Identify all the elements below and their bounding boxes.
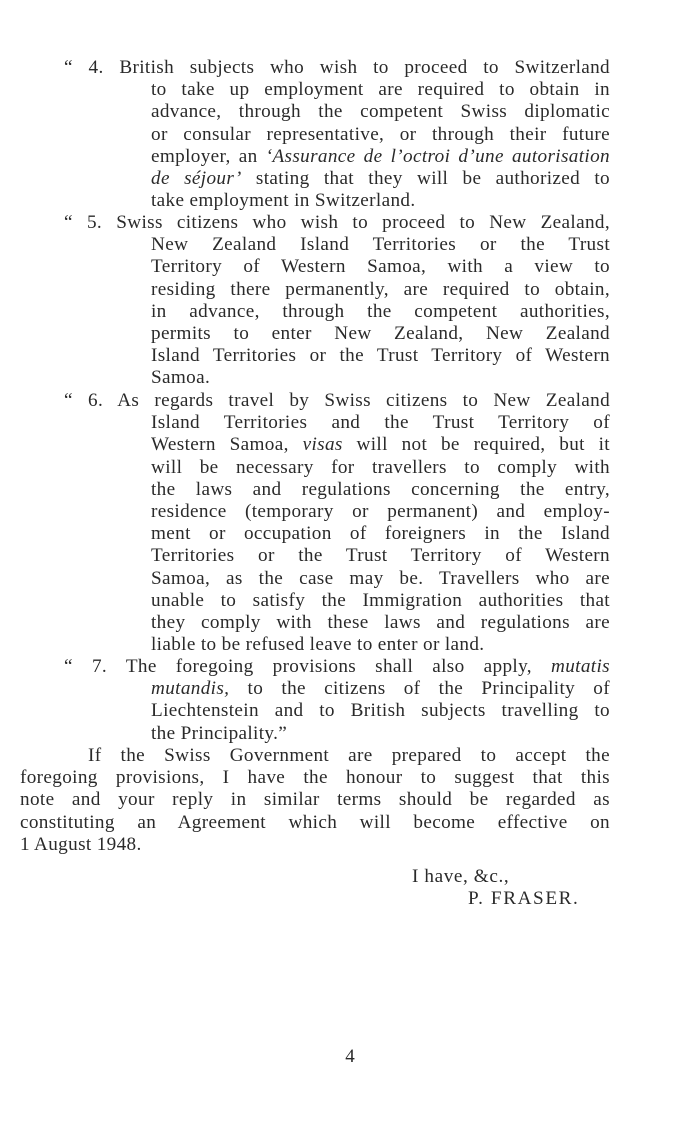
italic-phrase: ‘Assurance de l’octroi d’une autorisation <box>265 145 610 167</box>
signoff-formula: I have, &c., <box>412 866 510 887</box>
clause-number: “ 4. <box>64 57 104 78</box>
clause-number: “ 5. <box>64 212 103 233</box>
clause-text: Western Samoa, <box>151 434 303 456</box>
clause-text: will not be required, but it <box>356 434 610 456</box>
italic-word: visas <box>302 434 343 456</box>
closing-paragraph <box>20 745 610 856</box>
clause-line: in advance, through the competent authorities, <box>151 300 610 322</box>
clause-number: “ 7. <box>64 656 108 677</box>
clause-line: Territories or the Trust Territory of Western <box>151 545 610 567</box>
clause-line: the laws and regulations concerning the entry, <box>151 478 610 500</box>
clause-line <box>64 656 610 678</box>
clause-line <box>64 434 610 456</box>
clause-text: employer, an <box>151 145 266 167</box>
clause-text: British subjects who wish to proceed to Switzerland <box>119 57 611 78</box>
clause-line: advance, through the competent Swiss diplomatic <box>151 101 610 123</box>
signatory-name: P. FRASER. <box>468 888 580 909</box>
clause-line: take employment in Switzerland. <box>151 190 416 212</box>
clause-line: residence (temporary or permanent) and employ- <box>151 501 610 523</box>
closing-line: note and your reply in similar terms should be regarded as <box>20 789 610 811</box>
clause-4 <box>64 57 610 212</box>
closing-line: If the Swiss Government are prepared to accept the <box>88 745 610 766</box>
clause-line: will be necessary for travellers to comply with <box>151 456 610 478</box>
clause-line: Island Territories or the Trust Territory of Western <box>151 345 610 367</box>
clause-text: As regards travel by Swiss citizens to New Zealand <box>117 390 611 411</box>
clause-line: the Principality.” <box>151 722 288 744</box>
clause-5 <box>64 212 610 390</box>
clause-line: to take up employment are required to obtain in <box>151 79 610 101</box>
clause-text: The foregoing provisions shall also apply, <box>125 656 532 677</box>
page-number: 4 <box>345 1046 355 1067</box>
clause-line: unable to satisfy the Immigration authorities that <box>151 589 610 611</box>
clause-6 <box>64 390 610 656</box>
clause-line <box>64 168 610 190</box>
clause-line: Liechtenstein and to British subjects travelling to <box>151 700 610 722</box>
clause-number: “ 6. <box>64 390 104 411</box>
clause-line: Territory of Western Samoa, with a view to <box>151 256 610 278</box>
closing-line: constituting an Agreement which will become effective on <box>20 811 610 833</box>
clause-line <box>64 146 610 168</box>
clause-line: Samoa. <box>151 367 211 389</box>
clause-line: permits to enter New Zealand, New Zealand <box>151 323 610 345</box>
clause-line <box>64 212 610 234</box>
italic-phrase: mutandis, <box>151 678 230 700</box>
italic-phrase: mutatis <box>551 656 610 677</box>
clause-text: Swiss citizens who wish to proceed to New Zealand, <box>116 212 610 233</box>
italic-phrase: de séjour’ <box>151 168 242 190</box>
clause-7 <box>64 656 610 745</box>
closing-line: 1 August 1948. <box>20 833 142 855</box>
clause-line: ment or occupation of foreigners in the Island <box>151 523 610 545</box>
clause-line: Samoa, as the case may be. Travellers who are <box>151 567 610 589</box>
clause-line: New Zealand Island Territories or the Trust <box>151 234 610 256</box>
closing-line: foregoing provisions, I have the honour to suggest that this <box>20 767 610 789</box>
clause-text: stating that they will be authorized to <box>255 168 611 190</box>
clause-line: they comply with these laws and regulations are <box>151 612 610 634</box>
clause-line <box>64 678 610 700</box>
clause-line: liable to be refused leave to enter or land. <box>151 634 485 656</box>
clause-line: Island Territories and the Trust Territory of <box>151 412 610 434</box>
clause-line: residing there permanently, are required to obtain, <box>151 278 610 300</box>
clause-line <box>64 390 610 412</box>
clause-text: to the citizens of the Principality of <box>247 678 610 700</box>
clause-line <box>64 57 610 79</box>
clause-line: or consular representative, or through their future <box>151 123 610 145</box>
